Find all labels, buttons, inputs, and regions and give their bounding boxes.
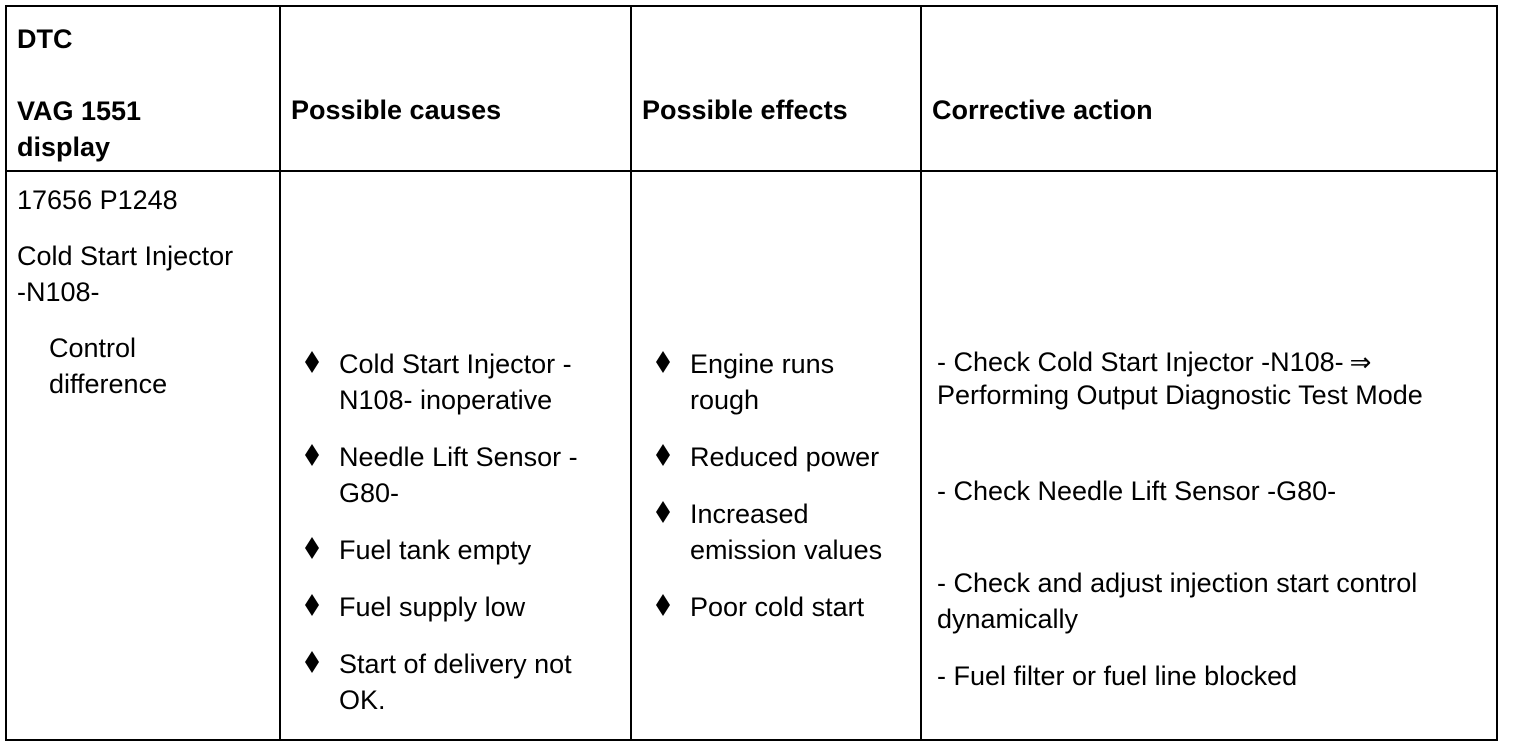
arrow-right-icon[interactable]: ⇒ (1349, 347, 1372, 377)
action-text: - Check Needle Lift Sensor -G80- (937, 476, 1337, 506)
effect-text: Increased emission values (690, 499, 883, 565)
list-item (303, 646, 603, 718)
cause-text: Needle Lift Sensor -G80- (339, 442, 578, 508)
causes-cell (280, 171, 631, 740)
list-item (303, 532, 603, 568)
header-dtc (6, 6, 280, 171)
cause-text: Fuel tank empty (339, 535, 532, 565)
header-corrective-action (921, 6, 1497, 171)
causes-list (303, 346, 603, 739)
header-causes-label: Possible causes (291, 95, 502, 125)
list-item (654, 346, 894, 418)
list-item (654, 589, 894, 625)
action-text: - Fuel filter or fuel line blocked (937, 661, 1298, 691)
effect-text: Reduced power (690, 442, 880, 472)
dtc-code: 17656 P1248 (17, 185, 178, 215)
diamond-bullet-icon (303, 593, 321, 617)
diamond-bullet-icon (303, 536, 321, 560)
diamond-bullet-icon (654, 593, 672, 617)
header-dtc-title: DTC (17, 24, 73, 54)
diamond-bullet-icon (654, 443, 672, 467)
action-text: - Check and adjust injection start control dynamically (937, 568, 1418, 634)
action-link[interactable]: Performing Output Diagnostic Test Mode (937, 380, 1423, 410)
diamond-bullet-icon (654, 500, 672, 524)
dtc-component: Cold Start Injector -N108- (17, 241, 234, 307)
diamond-bullet-icon (654, 350, 672, 374)
table-row (6, 171, 1497, 740)
header-possible-effects (631, 6, 921, 171)
dtc-cell (6, 171, 280, 740)
list-item (303, 439, 603, 511)
effects-list (654, 346, 894, 646)
header-row (6, 6, 1497, 171)
diamond-bullet-icon (303, 350, 321, 374)
list-item (654, 496, 894, 568)
action-text: - Check Cold Start Injector -N108- (937, 347, 1344, 377)
effects-cell (631, 171, 921, 740)
dtc-condition: Control difference (49, 333, 168, 399)
cause-text: Fuel supply low (339, 592, 526, 622)
list-item (937, 473, 1482, 509)
header-dtc-subtitle: VAG 1551 display (17, 96, 142, 162)
cause-text: Start of delivery not OK. (339, 649, 572, 715)
diamond-bullet-icon (303, 443, 321, 467)
cause-text: Cold Start Injector -N108- inoperative (339, 349, 572, 415)
header-action-label: Corrective action (932, 95, 1153, 125)
header-effects-label: Possible effects (642, 95, 848, 125)
list-item (937, 346, 1482, 412)
list-item (303, 346, 603, 418)
list-item (937, 658, 1482, 694)
actions-cell (921, 171, 1497, 740)
list-item (303, 589, 603, 625)
diamond-bullet-icon (303, 650, 321, 674)
effect-text: Poor cold start (690, 592, 865, 622)
list-item (654, 439, 894, 475)
list-item (937, 565, 1482, 637)
dtc-table (5, 5, 1498, 741)
effect-text: Engine runs rough (690, 349, 835, 415)
header-possible-causes (280, 6, 631, 171)
